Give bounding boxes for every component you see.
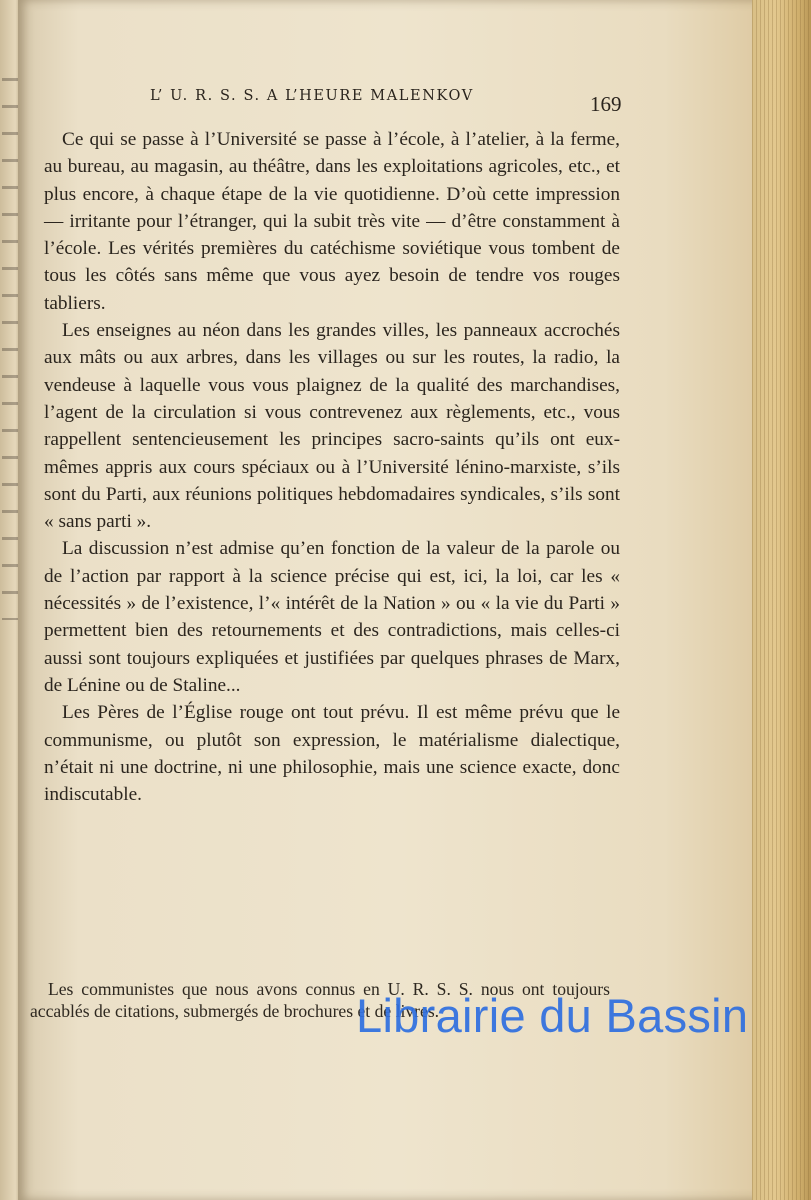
paragraph-2: Les enseignes au néon dans les grandes villes, les panneaux accrochés aux mâts ou aux arbres, dans les villages ou sur les routes, la radio, la vendeuse à laquelle vous vous plaignez de la qualité des marchandises, l’agent de la circulation si vous contrevenez aux règlements, etc., vous rappellent sentencieusement les principes sacro-saints qu’ils ont eux-mêmes appris aux cours spéciaux ou à l’Université lénino-marxiste, s’ils sont du Parti, aux réunions politiques hebdomadaires syndicales, s’ils sont « sans parti ». xyxy=(44,320,620,533)
page-number: 169 xyxy=(590,92,622,116)
paragraph-1: Ce qui se passe à l’Université se passe à l’école, à l’atelier, à la ferme, au bureau, au magasin, au théâtre, dans les exploitations agricoles, etc., et plus encore, à chaque étape de la vie quotidienne. D’où cette impression — irritante pour l’étranger, qui la subit très vite — d’être constamment à l’école. Les vérités premières du catéchisme soviétique vous tombent de tous les côtés sans même que vous ayez besoin de tendre vos rouges tabliers. xyxy=(44,129,620,314)
watermark: Librairie du Bassin xyxy=(356,989,749,1042)
running-title: L’ U. R. S. S. A L’HEURE MALENKOV xyxy=(150,88,474,104)
paragraph-4: Les Pères de l’Église rouge ont tout prévu. Il est même prévu que le communisme, ou plutôt son expression, le matérialisme dialectique, n’était ni une doctrine, ni une philosophie, mais une science exacte, donc indiscutable. xyxy=(44,702,620,806)
page-edges-stack xyxy=(752,0,811,1200)
paragraph-3: La discussion n’est admise qu’en fonction de la valeur de la parole ou de l’action par rapport à la science précise qui est, ici, la loi, car les « nécessités » de l’existence, l’« intérêt de la Nation » ou « la vie du Parti » permettent bien des retournements et des contradictions, mais celles-ci aussi sont toujours expliquées et justifiées par quelques phrases de Marx, de Lénine ou de Staline... xyxy=(44,538,620,696)
footnote-text: Les communistes que nous avons connus en U. R. S. S. nous ont toujours accablés de citations, submergés de brochures et de livres. xyxy=(30,979,610,1021)
body-text xyxy=(44,126,620,808)
previous-page-text-marks xyxy=(2,60,18,620)
